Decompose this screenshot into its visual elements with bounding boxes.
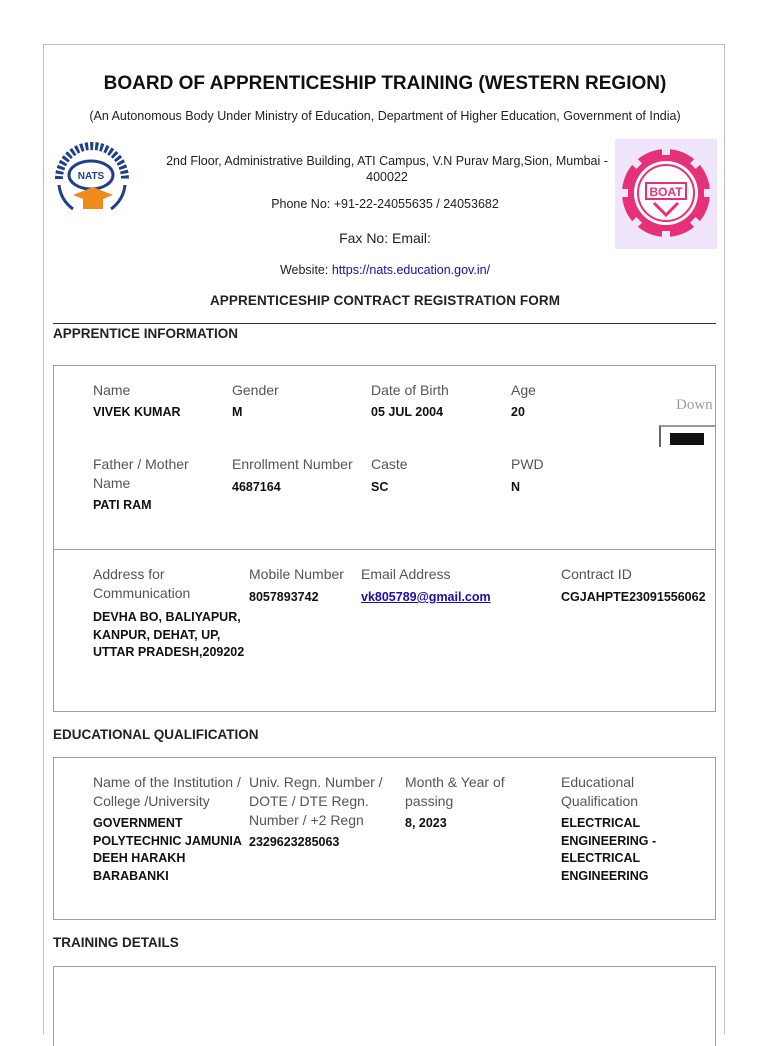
name-value: VIVEK KUMAR (93, 405, 181, 419)
enrollment-label: Enrollment Number (232, 456, 353, 472)
age-label: Age (511, 382, 536, 398)
svg-text:BOAT: BOAT (649, 185, 683, 199)
dob-value: 05 JUL 2004 (371, 405, 444, 419)
organisation-fax-email: Fax No: Email: (339, 230, 431, 246)
caste-label: Caste (371, 456, 408, 472)
parent-value: PATI RAM (93, 498, 152, 512)
qualification-label: Educational Qualification (561, 774, 639, 809)
regn-label: Univ. Regn. Number / DOTE / DTE Regn. Number / +2 Regn (249, 774, 383, 828)
apprentice-section-title: APPRENTICE INFORMATION (53, 326, 238, 341)
address-value: DEVHA BO, BALIYAPUR, KANPUR, DEHAT, UP, UTTAR PRADESH,209202 (93, 610, 245, 659)
passing-label: Month & Year of passing (405, 774, 505, 809)
enrollment-value: 4687164 (232, 480, 281, 494)
contract-label: Contract ID (561, 566, 632, 582)
training-box (53, 966, 716, 1046)
apprentice-info-box (53, 365, 716, 712)
boat-logo (615, 139, 717, 249)
gender-value: M (232, 405, 243, 419)
pwd-label: PWD (511, 456, 544, 472)
download-button[interactable] (659, 425, 716, 447)
page-title: BOARD OF APPRENTICESHIP TRAINING (WESTERN REGION) (103, 73, 667, 94)
form-title: APPRENTICESHIP CONTRACT REGISTRATION FORM (209, 293, 561, 308)
organisation-website (44, 263, 726, 277)
caste-value: SC (371, 480, 389, 494)
svg-text:NATS: NATS (77, 171, 105, 182)
regn-value: 2329623285063 (249, 835, 340, 849)
title-divider (53, 323, 716, 324)
qualification-value: ELECTRICAL ENGINEERING - ELECTRICAL ENGINEERING (561, 816, 657, 883)
document-page (43, 44, 725, 1034)
institution-value: GOVERNMENT POLYTECHNIC JAMUNIA DEEH HARAKH BARABANKI (93, 816, 242, 883)
info-divider (53, 549, 716, 550)
download-button-label[interactable]: Down (676, 397, 713, 413)
pwd-value: N (511, 480, 521, 494)
page-subtitle: (An Autonomous Body Under Ministry of Education, Department of Higher Education, Government of India) (89, 109, 681, 123)
education-section-title: EDUCATIONAL QUALIFICATION (53, 727, 259, 742)
institution-label: Name of the Institution / College /University (93, 774, 241, 809)
mobile-value: 8057893742 (249, 590, 319, 604)
name-label: Name (93, 382, 131, 398)
mobile-label: Mobile Number (249, 566, 344, 582)
organisation-phone: Phone No: +91-22-24055635 / 24053682 (271, 197, 499, 211)
contract-value: CGJAHPTE23091556062 (561, 590, 706, 604)
dob-label: Date of Birth (371, 382, 449, 398)
organisation-address: 2nd Floor, Administrative Building, ATI Campus, V.N Purav Marg,Sion, Mumbai - 400022 (166, 154, 608, 184)
address-label: Address for Communication (93, 566, 191, 601)
age-value: 20 (511, 405, 525, 419)
email-link[interactable]: vk805789@gmail.com (361, 590, 491, 604)
website-link[interactable]: https://nats.education.gov.in/ (331, 263, 491, 277)
website-label: Website: (279, 263, 329, 277)
education-box (53, 757, 716, 920)
training-section-title: TRAINING DETAILS (53, 935, 179, 950)
email-label: Email Address (361, 566, 451, 582)
download-bar-icon (670, 433, 704, 445)
passing-value: 8, 2023 (405, 816, 447, 830)
parent-label: Father / Mother Name (93, 456, 189, 491)
gender-label: Gender (232, 382, 279, 398)
